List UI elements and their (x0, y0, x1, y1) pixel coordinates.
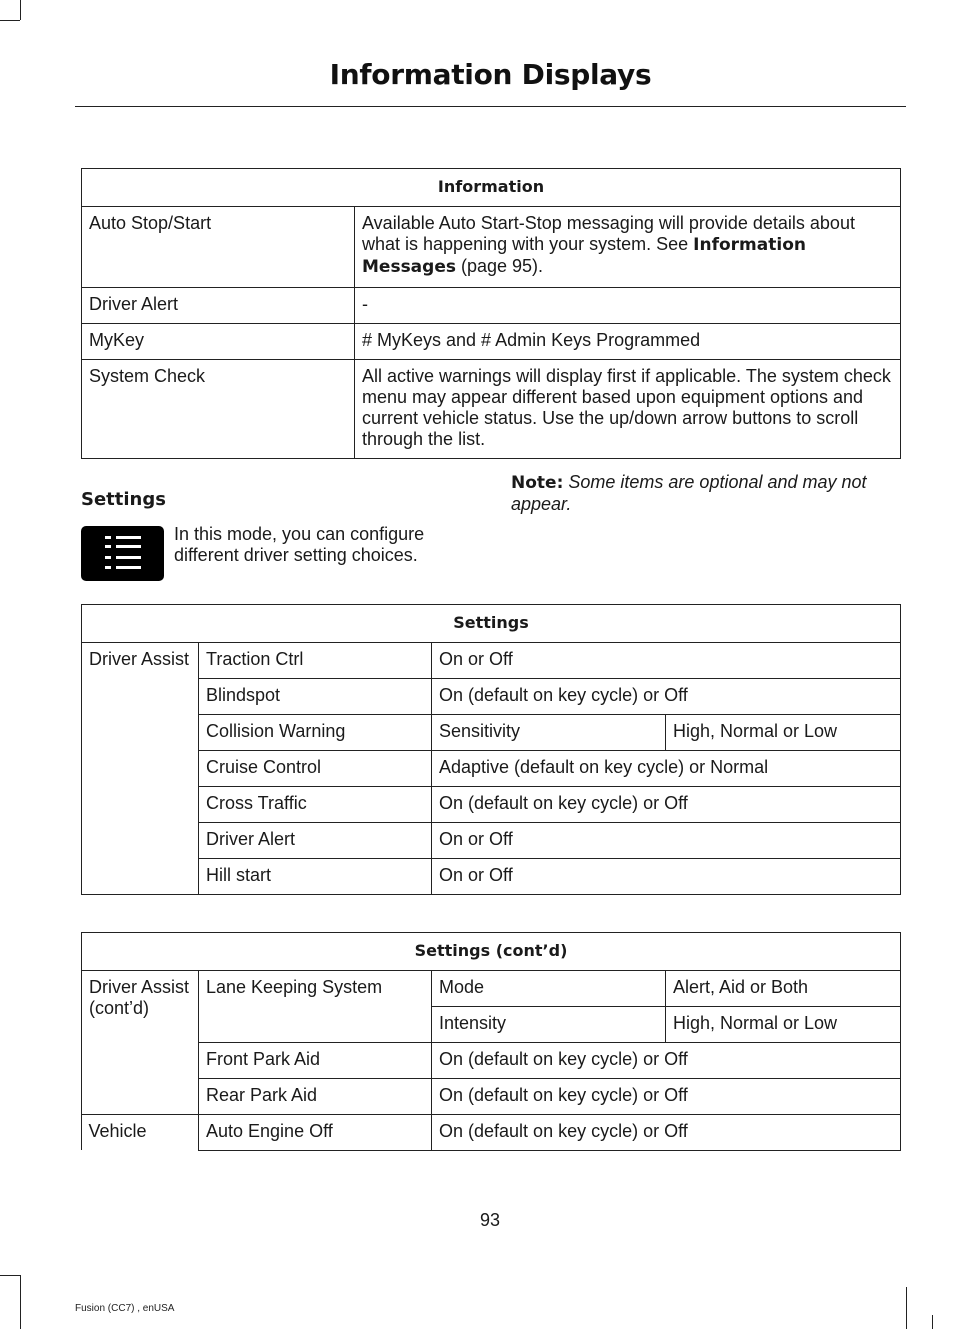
setting-value: Sensitivity (432, 715, 666, 751)
table-row (82, 1043, 901, 1079)
setting-item: Rear Park Aid (199, 1079, 432, 1115)
setting-value: Adaptive (default on key cycle) or Normal (432, 751, 901, 787)
row-label: MyKey (82, 324, 355, 360)
setting-value: Intensity (432, 1007, 666, 1043)
setting-option: Alert, Aid or Both (666, 971, 901, 1007)
table-row (82, 751, 901, 787)
row-label: Auto Stop/Start (82, 207, 355, 288)
setting-item: Traction Ctrl (199, 643, 432, 679)
cross-reference: Information Messages (362, 235, 806, 277)
row-label: Driver Alert (82, 288, 355, 324)
menu-list-icon (81, 526, 164, 581)
table-header: Information (82, 169, 901, 207)
group-label: Driver Assist (cont’d) (82, 971, 199, 1115)
table-row (82, 787, 901, 823)
table-row (82, 207, 901, 288)
row-description: - (355, 288, 901, 324)
information-table (81, 168, 901, 459)
table-row (82, 1079, 901, 1115)
setting-value: On or Off (432, 823, 901, 859)
group-label: Driver Assist (82, 643, 199, 895)
setting-item: Blindspot (199, 679, 432, 715)
table-row (82, 715, 901, 751)
row-description: Available Auto Start-Stop messaging will provide details about what is happening with your system. See Information Messages (page 95). (355, 207, 901, 288)
setting-item: Front Park Aid (199, 1043, 432, 1079)
table-row (82, 971, 901, 1007)
setting-value: On or Off (432, 859, 901, 895)
section-heading: Settings (81, 489, 166, 510)
table-row (82, 324, 901, 360)
setting-item: Cruise Control (199, 751, 432, 787)
table-edge-line (81, 1113, 82, 1150)
setting-value: On (default on key cycle) or Off (432, 787, 901, 823)
setting-item: Lane Keeping System (199, 971, 432, 1043)
setting-item: Collision Warning (199, 715, 432, 751)
table-row (82, 288, 901, 324)
settings-description: In this mode, you can configure different driver setting choices. (174, 524, 425, 565)
footer-text: Fusion (CC7) , enUSA (75, 1303, 175, 1314)
setting-value: On (default on key cycle) or Off (432, 1079, 901, 1115)
settings-cont-table (81, 932, 901, 1151)
group-label: Vehicle (82, 1115, 199, 1151)
setting-item: Cross Traffic (199, 787, 432, 823)
note-text: Some items are optional and may not appear. (511, 472, 867, 514)
settings-table (81, 604, 901, 895)
page-title: Information Displays (329, 58, 652, 91)
crop-mark (20, 0, 21, 20)
setting-value: On (default on key cycle) or Off (432, 1043, 901, 1079)
table-row (82, 1115, 901, 1151)
page-number: 93 (479, 1210, 501, 1230)
note-label: Note: (511, 473, 564, 493)
table-row (82, 859, 901, 895)
table-row (82, 643, 901, 679)
crop-mark (932, 1315, 933, 1329)
table-header: Settings (82, 605, 901, 643)
setting-item: Hill start (199, 859, 432, 895)
setting-option: High, Normal or Low (666, 715, 901, 751)
setting-value: Mode (432, 971, 666, 1007)
table-row (82, 823, 901, 859)
row-description: # MyKeys and # Admin Keys Programmed (355, 324, 901, 360)
row-description: All active warnings will display first if applicable. The system check menu may appear different based upon equipment options and current vehicle status. Use the up/down arrow buttons to scroll through the list. (355, 360, 901, 459)
table-row (82, 360, 901, 459)
crop-mark (906, 1287, 907, 1329)
setting-option: High, Normal or Low (666, 1007, 901, 1043)
row-label: System Check (82, 360, 355, 459)
setting-value: On (default on key cycle) or Off (432, 679, 901, 715)
crop-mark (20, 1275, 21, 1329)
setting-value: On (default on key cycle) or Off (432, 1115, 901, 1151)
setting-item: Driver Alert (199, 823, 432, 859)
setting-item: Auto Engine Off (199, 1115, 432, 1151)
title-divider (75, 106, 906, 107)
table-row (82, 679, 901, 715)
table-header: Settings (cont’d) (82, 933, 901, 971)
crop-mark (0, 20, 20, 21)
setting-value: On or Off (432, 643, 901, 679)
crop-mark (0, 1275, 20, 1276)
note (511, 472, 901, 515)
